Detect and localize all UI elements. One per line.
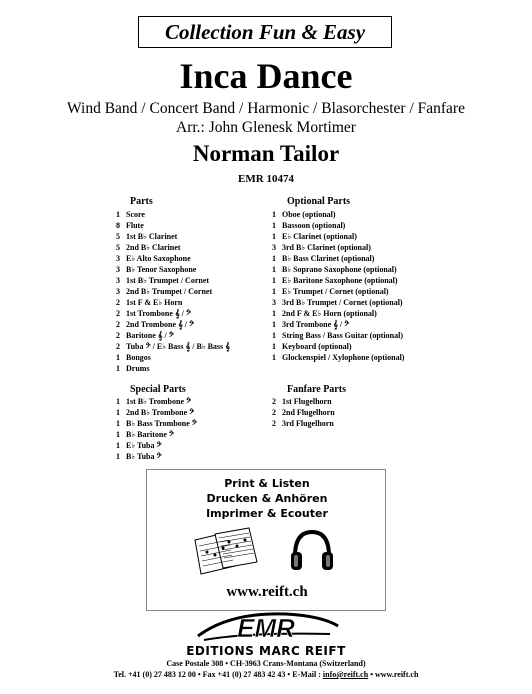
- part-name: Tuba 𝄢 / E♭ Bass 𝄞 / B♭ Bass 𝄞: [126, 342, 230, 351]
- part-quantity: 1: [116, 364, 120, 373]
- part-name: 2nd B♭ Trumpet / Cornet: [126, 287, 213, 296]
- part-name: 2nd Flugelhorn: [282, 408, 335, 417]
- part-name: B♭ Baritone 𝄢: [126, 430, 175, 439]
- part-quantity: 1: [272, 265, 276, 274]
- part-quantity: 1: [272, 254, 276, 263]
- part-name: E♭ Baritone Saxophone (optional): [282, 276, 398, 285]
- part-quantity: 3: [116, 254, 120, 263]
- part-quantity: 1: [272, 331, 276, 340]
- part-quantity: 3: [116, 276, 120, 285]
- series-title-box: Collection Fun & Easy: [138, 16, 392, 48]
- part-name: 2nd B♭ Clarinet: [126, 243, 181, 252]
- part-quantity: 1: [272, 342, 276, 351]
- part-name: E♭ Trumpet / Cornet (optional): [282, 287, 389, 296]
- part-name: E♭ Tuba 𝄢: [126, 441, 162, 450]
- part-name: B♭ Bass Clarinet (optional): [282, 254, 375, 263]
- promo-line-1: Print & Listen: [224, 477, 310, 490]
- contact-prefix: Tel. +41 (0) 27 483 12 00 • Fax +41 (0) 27 483 42 43 • E-Mail :: [113, 670, 323, 679]
- fanfare-parts-list: [268, 397, 428, 437]
- publisher-contact: [0, 670, 532, 680]
- part-quantity: 2: [116, 342, 120, 351]
- part-quantity: 1: [272, 221, 276, 230]
- instrumentation-line: Wind Band / Concert Band / Harmonic / Blasorchester / Fanfare: [67, 100, 465, 117]
- fanfare-parts-heading: Fanfare Parts: [287, 384, 346, 395]
- part-name: E♭ Clarinet (optional): [282, 232, 357, 241]
- part-name: Oboe (optional): [282, 210, 336, 219]
- promo-line-2: Drucken & Anhören: [206, 492, 328, 505]
- part-name: 2nd B♭ Trombone 𝄢: [126, 408, 195, 417]
- part-name: 1st Trombone 𝄞 / 𝄢: [126, 309, 191, 318]
- part-quantity: 3: [272, 298, 276, 307]
- part-name: Baritone 𝄞 / 𝄢: [126, 331, 174, 340]
- part-name: B♭ Bass Trombone 𝄢: [126, 419, 197, 428]
- part-quantity: 3: [116, 265, 120, 274]
- special-parts-heading: Special Parts: [130, 384, 186, 395]
- part-name: B♭ Tuba 𝄢: [126, 452, 162, 461]
- part-quantity: 1: [272, 287, 276, 296]
- parts-heading: Parts: [130, 196, 153, 207]
- special-parts-list: [112, 397, 272, 467]
- part-quantity: 1: [116, 353, 120, 362]
- part-name: String Bass / Bass Guitar (optional): [282, 331, 403, 340]
- part-name: 1st F & E♭ Horn: [126, 298, 183, 307]
- print-listen-box[interactable]: [146, 469, 386, 611]
- part-name: 3rd Trombone 𝄞 / 𝄢: [282, 320, 350, 329]
- emr-logo: [190, 610, 342, 644]
- part-quantity: 2: [272, 408, 276, 417]
- part-quantity: 3: [272, 243, 276, 252]
- part-quantity: 1: [116, 408, 120, 417]
- part-name: 1st B♭ Clarinet: [126, 232, 178, 241]
- catalog-number: EMR 10474: [238, 173, 294, 185]
- part-quantity: 1: [272, 320, 276, 329]
- part-quantity: 8: [116, 221, 120, 230]
- email-link[interactable]: info@reift.ch: [322, 670, 369, 679]
- logo-text: EMR: [237, 613, 295, 643]
- part-name: 2nd F & E♭ Horn (optional): [282, 309, 377, 318]
- part-name: Keyboard (optional): [282, 342, 352, 351]
- sheet-music-icon: [191, 526, 263, 576]
- part-quantity: 5: [116, 243, 120, 252]
- part-quantity: 1: [116, 210, 120, 219]
- part-name: 3rd B♭ Clarinet (optional): [282, 243, 371, 252]
- arranger-line: Arr.: John Glenesk Mortimer: [176, 119, 356, 136]
- part-name: Drums: [126, 364, 150, 373]
- part-quantity: 2: [272, 397, 276, 406]
- part-quantity: 1: [116, 430, 120, 439]
- promo-line-3: Imprimer & Ecouter: [206, 507, 328, 520]
- part-name: B♭ Soprano Saxophone (optional): [282, 265, 397, 274]
- headphones-icon: [287, 526, 337, 576]
- part-name: Flute: [126, 221, 144, 230]
- part-quantity: 1: [116, 441, 120, 450]
- part-quantity: 1: [272, 353, 276, 362]
- optional-parts-list: [268, 210, 448, 370]
- part-quantity: 1: [272, 309, 276, 318]
- parts-list: [112, 210, 272, 373]
- part-quantity: 1: [116, 419, 120, 428]
- part-name: 2nd Trombone 𝄞 / 𝄢: [126, 320, 195, 329]
- part-name: 1st Flugelhorn: [282, 397, 332, 406]
- part-quantity: 2: [116, 331, 120, 340]
- piece-title: Inca Dance: [179, 56, 353, 96]
- part-quantity: 2: [116, 309, 120, 318]
- part-quantity: 3: [116, 287, 120, 296]
- part-quantity: 5: [116, 232, 120, 241]
- part-name: 3rd B♭ Trumpet / Cornet (optional): [282, 298, 403, 307]
- part-name: Glockenspiel / Xylophone (optional): [282, 353, 405, 362]
- part-quantity: 1: [116, 397, 120, 406]
- part-name: Score: [126, 210, 145, 219]
- publisher-address: Case Postale 308 • CH-3963 Crans-Montana (Switzerland): [166, 659, 366, 668]
- contact-suffix: • www.reift.ch: [368, 670, 419, 679]
- composer-name: Norman Tailor: [192, 141, 340, 166]
- publisher-name: EDITIONS MARC REIFT: [186, 644, 346, 658]
- part-quantity: 1: [272, 210, 276, 219]
- part-name: Bassoon (optional): [282, 221, 346, 230]
- part-quantity: 1: [272, 232, 276, 241]
- part-name: E♭ Alto Saxophone: [126, 254, 191, 263]
- part-name: 3rd Flugelhorn: [282, 419, 334, 428]
- part-name: Bongos: [126, 353, 151, 362]
- part-name: B♭ Tenor Saxophone: [126, 265, 197, 274]
- part-name: 1st B♭ Trombone 𝄢: [126, 397, 192, 406]
- part-name: 1st B♭ Trumpet / Cornet: [126, 276, 210, 285]
- part-quantity: 1: [116, 452, 120, 461]
- part-quantity: 2: [116, 320, 120, 329]
- part-quantity: 2: [116, 298, 120, 307]
- part-quantity: 1: [272, 276, 276, 285]
- promo-url[interactable]: www.reift.ch: [226, 584, 308, 600]
- part-quantity: 2: [272, 419, 276, 428]
- optional-parts-heading: Optional Parts: [287, 196, 351, 207]
